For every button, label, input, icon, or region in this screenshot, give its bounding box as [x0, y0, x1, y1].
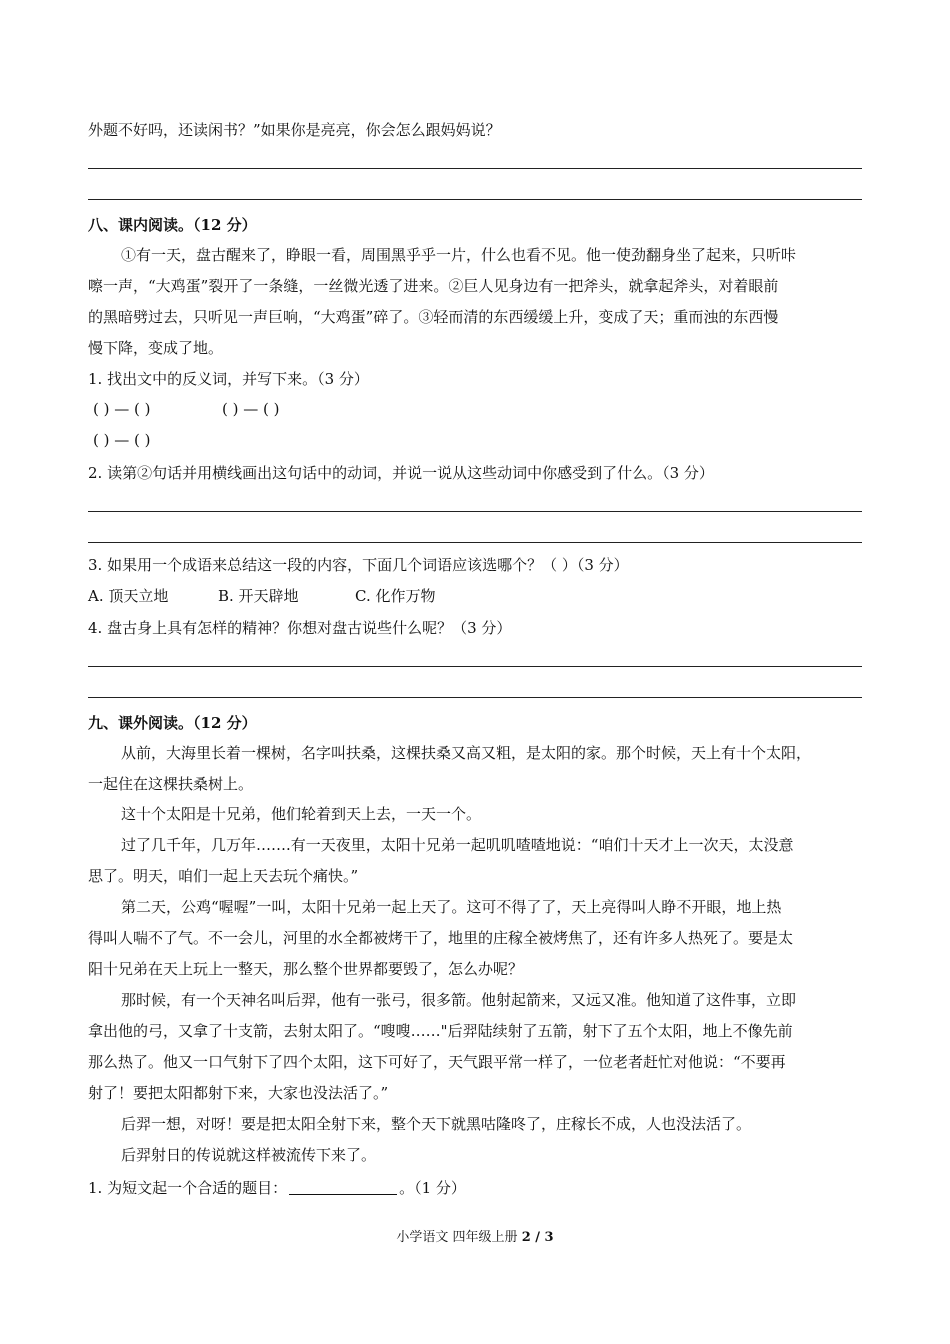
passage-line: 过了几千年，几万年…….有一天夜里，太阳十兄弟一起叽叽喳喳地说：“咱们十天才上一次天，太没意: [121, 836, 794, 854]
passage-line: 射了！要把太阳都射下来，大家也没法活了。”: [88, 1084, 389, 1102]
page-footer: [0, 1228, 950, 1248]
passage-line: 思了。明天，咱们一起上天去玩个痛快。”: [88, 867, 359, 885]
section-8-heading: 八、课内阅读。（12 分）: [88, 216, 257, 234]
passage-line: 嚓一声，“大鸡蛋”裂开了一条缝，一丝微光透了进来。②巨人见身边有一把斧头，就拿起斧头，对着眼前: [88, 277, 779, 295]
question-continuation: 外题不好吗，还读闲书？”如果你是亮亮，你会怎么跟妈妈说？: [88, 121, 501, 139]
footer-subject: 小学语文 四年级上册: [396, 1230, 518, 1245]
question-4: 4. 盘古身上具有怎样的精神？你想对盘古说些什么呢？（3 分）: [88, 619, 512, 637]
passage-line: 后羿射日的传说就这样被流传下来了。: [121, 1146, 377, 1164]
option-a[interactable]: A. 顶天立地: [88, 587, 169, 605]
passage-line: 拿出他的弓，又拿了十支箭，去射太阳了。“嗖嗖……"后羿陆续射了五箭，射下了五个太阳，地上不像先前: [88, 1022, 793, 1040]
antonym-row-1: [93, 398, 280, 420]
passage-line: 那么热了。他又一口气射下了四个太阳，这下可好了，天气跟平常一样了，一位老者赶忙对他说：“不要再: [88, 1053, 786, 1071]
answer-line[interactable]: [88, 168, 862, 169]
antonym-blank-pair[interactable]: ( ) — ( ): [93, 400, 151, 418]
passage-line: 的黑暗劈过去，只听见一声巨响，“大鸡蛋”碎了。③轻而清的东西缓缓上升，变成了天；重而浊的东西慢: [88, 308, 779, 326]
antonym-row-2: [93, 429, 150, 451]
antonym-blank-pair[interactable]: ( ) — ( ): [222, 400, 280, 418]
question-2: 2. 读第②句话并用横线画出这句话中的动词，并说一说从这些动词中你感受到了什么。（3 分）: [88, 464, 714, 482]
answer-line[interactable]: [88, 666, 862, 667]
page-number: 2 / 3: [521, 1230, 554, 1245]
passage-line: 一起住在这棵扶桑树上。: [88, 775, 254, 793]
section-9-heading: 九、课外阅读。（12 分）: [88, 714, 257, 732]
answer-line[interactable]: [88, 199, 862, 200]
answer-line[interactable]: [88, 542, 862, 543]
title-answer-blank[interactable]: [289, 1178, 397, 1195]
option-b[interactable]: B. 开天辟地: [218, 587, 299, 605]
question-9-1: [88, 1177, 862, 1199]
antonym-blank-pair[interactable]: ( ) — ( ): [93, 431, 151, 449]
option-c[interactable]: C. 化作万物: [355, 587, 436, 605]
question-3-options: [88, 585, 862, 607]
answer-line[interactable]: [88, 697, 862, 698]
passage-line: 后羿一想，对呀！要是把太阳全射下来，整个天下就黑咕隆咚了，庄稼长不成，人也没法活了。: [121, 1115, 752, 1133]
question-9-1-prefix: 1. 为短文起一个合适的题目：: [88, 1179, 288, 1197]
passage-line: 第二天，公鸡“喔喔”一叫，太阳十兄弟一起上天了。这可不得了了，天上亮得叫人睁不开眼，地上热: [121, 898, 782, 916]
question-3: 3. 如果用一个成语来总结这一段的内容，下面几个词语应该选哪个？（ ）（3 分）: [88, 556, 629, 574]
answer-line[interactable]: [88, 511, 862, 512]
passage-line: 得叫人喘不了气。不一会儿，河里的水全都被烤干了，地里的庄稼全被烤焦了，还有许多人热死了。要是太: [88, 929, 794, 947]
passage-line: ①有一天，盘古醒来了，睁眼一看，周围黑乎乎一片，什么也看不见。他一使劲翻身坐了起来，只听咔: [121, 246, 797, 264]
passage-line: 从前，大海里长着一棵树，名字叫扶桑，这棵扶桑又高又粗，是太阳的家。那个时候，天上有十个太阳，: [121, 744, 812, 762]
question-9-1-suffix: 。（1 分）: [399, 1179, 466, 1197]
question-1: 1. 找出文中的反义词，并写下来。（3 分）: [88, 370, 369, 388]
passage-line: 那时候，有一个天神名叫后羿，他有一张弓，很多箭。他射起箭来，又远又准。他知道了这件事，立即: [121, 991, 797, 1009]
passage-line: 慢下降，变成了地。: [88, 339, 224, 357]
passage-line: 这十个太阳是十兄弟，他们轮着到天上去，一天一个。: [121, 805, 482, 823]
passage-line: 阳十兄弟在天上玩上一整天，那么整个世界都要毁了，怎么办呢？: [88, 960, 524, 978]
